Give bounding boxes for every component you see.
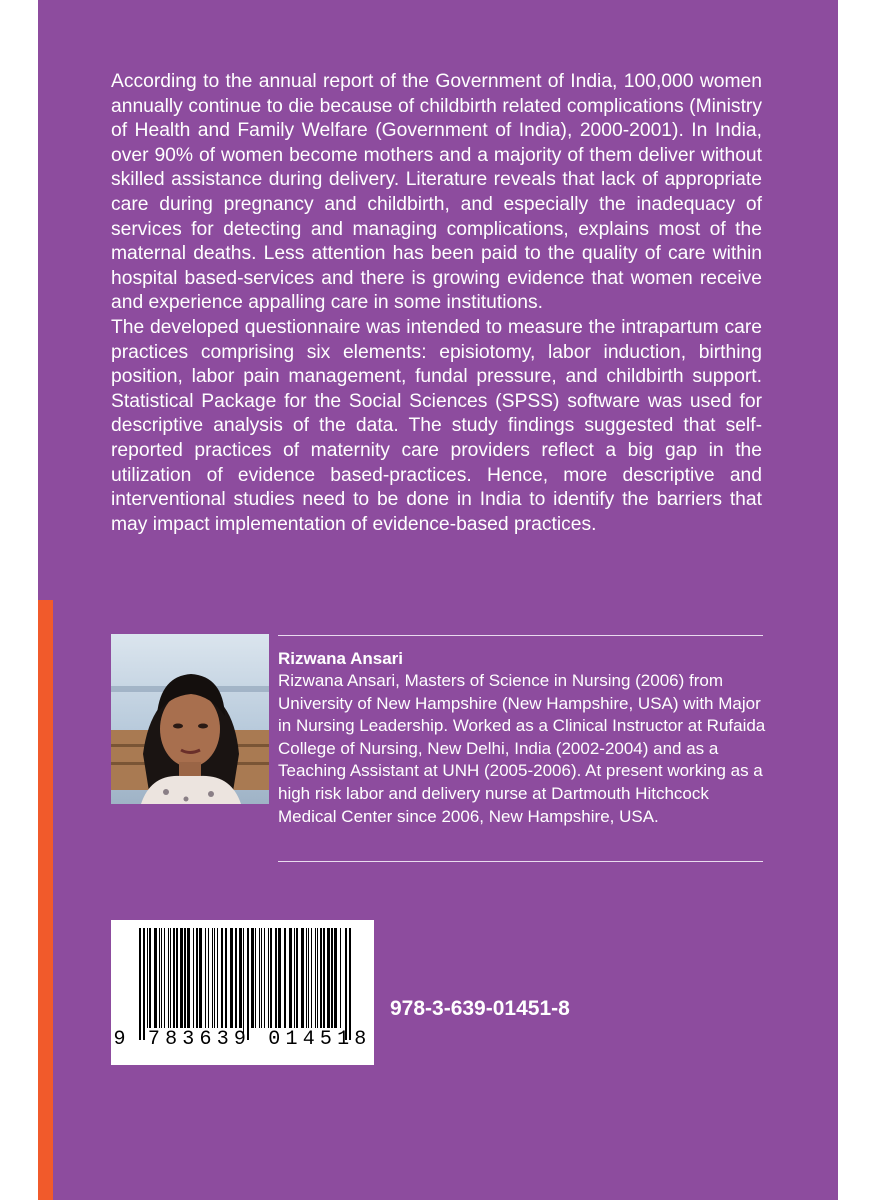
barcode-bar bbox=[301, 928, 304, 1028]
barcode-bar bbox=[275, 928, 277, 1028]
barcode-bar bbox=[251, 928, 254, 1028]
barcode-digits: 9 783639 014518 bbox=[113, 1028, 372, 1051]
barcode-bar bbox=[217, 928, 218, 1028]
barcode-bar bbox=[214, 928, 215, 1028]
barcode-bar bbox=[149, 928, 151, 1028]
barcode-bar bbox=[284, 928, 286, 1028]
author-top-divider bbox=[278, 635, 763, 636]
barcode-bar bbox=[173, 928, 175, 1028]
barcode-bar bbox=[225, 928, 227, 1028]
author-bio: Rizwana Ansari, Masters of Science in Nursing (2006) from University of New Hampshire (New Hampshire, USA) with Major in Nursing Leadership. Worked as a Clinical Instructor at Rufaida College of Nursing, New Delhi, India (2002-2004) and as a Teaching Assistant at UNH (2005-2006). At present working as a high risk labor and delivery nurse at Dartmouth Hitchcock Medical Center since 2006, New Hampshire, USA. bbox=[278, 671, 766, 826]
barcode-bar bbox=[334, 928, 337, 1028]
barcode-bar bbox=[289, 928, 292, 1028]
barcode-bar bbox=[294, 928, 295, 1028]
barcode-bar bbox=[296, 928, 298, 1028]
barcode-bar bbox=[345, 928, 347, 1040]
barcode-bar bbox=[255, 928, 256, 1028]
barcode-bar bbox=[196, 928, 198, 1028]
barcode-bar bbox=[164, 928, 165, 1028]
book-description bbox=[111, 70, 762, 537]
barcode-bar bbox=[170, 928, 171, 1028]
barcode-bar bbox=[168, 928, 169, 1028]
barcode-bar bbox=[259, 928, 260, 1028]
barcode-bar bbox=[311, 928, 312, 1028]
barcode-bar bbox=[308, 928, 309, 1028]
barcode-bar bbox=[268, 928, 269, 1028]
barcode-bar bbox=[323, 928, 325, 1028]
barcode-bar bbox=[184, 928, 186, 1028]
barcode-bar bbox=[320, 928, 322, 1028]
barcode-bar bbox=[327, 928, 330, 1028]
barcode-bar bbox=[221, 928, 223, 1028]
barcode-bar bbox=[199, 928, 202, 1028]
author-photo bbox=[111, 634, 269, 804]
barcode-bar bbox=[208, 928, 209, 1028]
barcode-bar bbox=[139, 928, 141, 1040]
barcode-bar bbox=[317, 928, 318, 1028]
barcode-bar bbox=[154, 928, 157, 1028]
barcode-bar bbox=[143, 928, 145, 1040]
barcode-bar bbox=[212, 928, 213, 1028]
barcode-bar bbox=[205, 928, 206, 1028]
barcode-bar bbox=[331, 928, 333, 1028]
barcode-bar bbox=[176, 928, 178, 1028]
barcode-bar bbox=[264, 928, 265, 1028]
description-paragraph-1: According to the annual report of the Government of India, 100,000 women annually continue to die because of childbirth related complications (Ministry of Health and Family Welfare (Government of India), 2000-2001). In India, over 90% of women become mothers and a majority of them deliver without skilled assistance during delivery. Literature reveals that lack of appropriate care during pregnancy and childbirth, and especially the inadequacy of services for detecting and managing complications, explains most of the maternal deaths. Less attention has been paid to the quality of care within hospital based-services and there is growing evidence that women receive and experience appalling care in some institutions. bbox=[111, 71, 762, 314]
barcode-bar bbox=[161, 928, 162, 1028]
barcode-bar bbox=[306, 928, 307, 1028]
barcode-bar bbox=[349, 928, 351, 1040]
isbn-number: 978-3-639-01451-8 bbox=[390, 997, 570, 1020]
barcode-bar bbox=[247, 928, 249, 1040]
barcode-bar bbox=[278, 928, 281, 1028]
barcode-bar bbox=[180, 928, 183, 1028]
barcode-bar bbox=[261, 928, 262, 1028]
barcode-bar bbox=[243, 928, 244, 1040]
barcode-bar bbox=[230, 928, 233, 1028]
barcode-bar bbox=[187, 928, 190, 1028]
barcode-bar bbox=[193, 928, 194, 1028]
barcode-bar bbox=[235, 928, 237, 1028]
barcode-bar bbox=[159, 928, 160, 1028]
description-paragraph-2: The developed questionnaire was intended to measure the intrapartum care practices comprising six elements: episiotomy, labor induction, birthing position, labor pain management, fundal pressure, and childbirth support. Statistical Package for the Social Sciences (SPSS) software was used for descriptive analysis of the data. The study findings suggested that self-reported practices of maternity care providers reflect a big gap in the utilization of evidence based-practices. Hence, more descriptive and interventional studies need to be done in India to identify the barriers that may impact implementation of evidence-based practices. bbox=[111, 316, 762, 535]
barcode-bar bbox=[239, 928, 242, 1028]
barcode-bar bbox=[340, 928, 341, 1028]
barcode-bar bbox=[147, 928, 148, 1028]
isbn-barcode bbox=[111, 920, 374, 1065]
barcode-bar bbox=[270, 928, 272, 1028]
author-bottom-divider bbox=[278, 861, 763, 862]
author-name: Rizwana Ansari bbox=[278, 649, 404, 668]
orange-accent-strip bbox=[38, 600, 53, 1200]
barcode-bar bbox=[315, 928, 316, 1028]
